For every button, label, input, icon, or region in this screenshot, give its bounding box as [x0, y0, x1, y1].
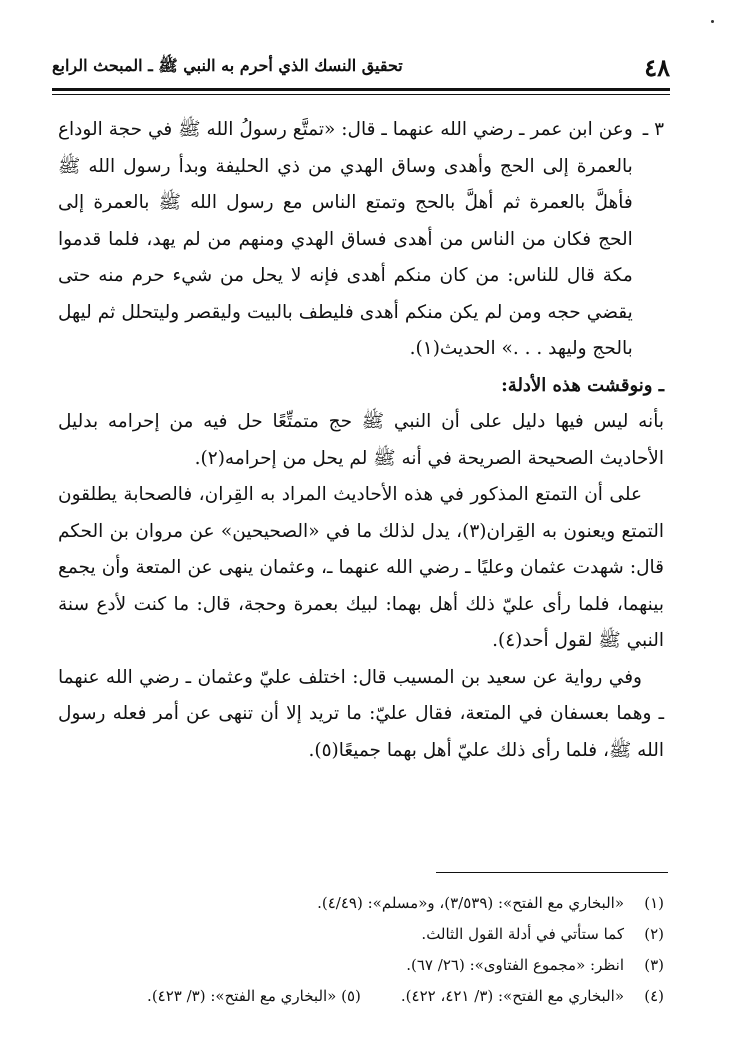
page-number: ٤٨: [644, 52, 670, 82]
footnote-text: «البخاري مع الفتح»: (٣/ ٤٢١، ٤٢٢).: [400, 987, 624, 1005]
footnotes: [58, 888, 664, 1012]
running-title: تحقيق النسك الذي أحرم به النبي ﷺ ـ المبحث الرابع: [52, 55, 403, 75]
footnote-number: (٤): [644, 987, 664, 1005]
evidence-item-3: [58, 112, 664, 368]
footnote: [58, 950, 664, 981]
page-header: [52, 52, 670, 82]
footnote: [58, 888, 664, 919]
scan-speck: [711, 20, 714, 23]
paragraph-1: بأنه ليس فيها دليل على أن النبي ﷺ حج متمتِّعًا حل فيه من إحرامه بدليل الأحاديث الصحيحة الصريحة في أنه ﷺ لم يحل من إحرامه(٢).: [58, 411, 664, 469]
footnote-text: كما ستأتي في أدلة القول الثالث.: [421, 925, 624, 943]
paragraph-2: على أن التمتع المذكور في هذه الأحاديث المراد به القِران، فالصحابة يطلقون التمتع ويعنون به القِران(٣)، يدل لذلك ما في «الصحيحين» عن مروان بن الحكم قال: شهدت عثمان وعليًا ـ رضي الله عنهما ـ، وعثمان ينهى عن المتعة وأن يجمع بينهما، فلما رأى عليّ ذلك أهل بهما: لبيك بعمرة وحجة، قال: ما كنت لأدع سنة النبي ﷺ لقول أحد(٤).: [58, 484, 664, 651]
header-rule-thin: [52, 94, 670, 95]
main-text: [58, 112, 664, 769]
paragraph-3: وفي رواية عن سعيد بن المسيب قال: اختلف عليّ وعثمان ـ رضي الله عنهما ـ وهما بعسفان في المتعة، فقال عليّ: ما تريد إلا أن تنهى عن أمر فعله رسول الله ﷺ، فلما رأى ذلك عليّ أهل بهما جميعًا(٥).: [58, 666, 664, 761]
footnote-rule: [436, 872, 668, 873]
hadith-ibn-umar: وعن ابن عمر ـ رضي الله عنهما ـ قال: «تمتَّع رسولُ الله ﷺ في حجة الوداع بالعمرة إلى الحج وأهدى وساق الهدي من ذي الحليفة وبدأ رسول الله ﷺ فأهلَّ بالعمرة ثم أهلَّ بالحج وتمتع الناس مع رسول الله ﷺ بالعمرة إلى الحج فكان من الناس من أهدى فساق الهدي ومنهم من لم يهد، فلما قدموا مكة قال للناس: من كان منكم أهدى فإنه لا يحل من شيء حرم منه حتى يقضي حجه ومن لم يكن منكم أهدى فليطف بالبيت وليقصر وليتحلل ثم ليهل بالحج وليهد . . .» الحديث(١).: [58, 119, 633, 359]
footnote-number: (٣): [644, 956, 664, 974]
footnote: [58, 981, 664, 1012]
header-rule-thick: [52, 88, 670, 91]
item-number: ٣ ـ: [642, 119, 664, 140]
footnote-number: (١): [644, 894, 664, 912]
footnote-text: «البخاري مع الفتح»: (٣/٥٣٩)، و«مسلم»: (٤/٤٩).: [317, 894, 624, 912]
footnote-text: انظر: «مجموع الفتاوى»: (٢٦/ ٦٧).: [406, 956, 624, 974]
footnote-5-inline: (٥) «البخاري مع الفتح»: (٣/ ٤٢٣).: [147, 987, 361, 1005]
footnote-number: (٢): [644, 925, 664, 943]
section-subheading: ـ ونوقشت هذه الأدلة:: [501, 374, 664, 396]
footnote: [58, 919, 664, 950]
